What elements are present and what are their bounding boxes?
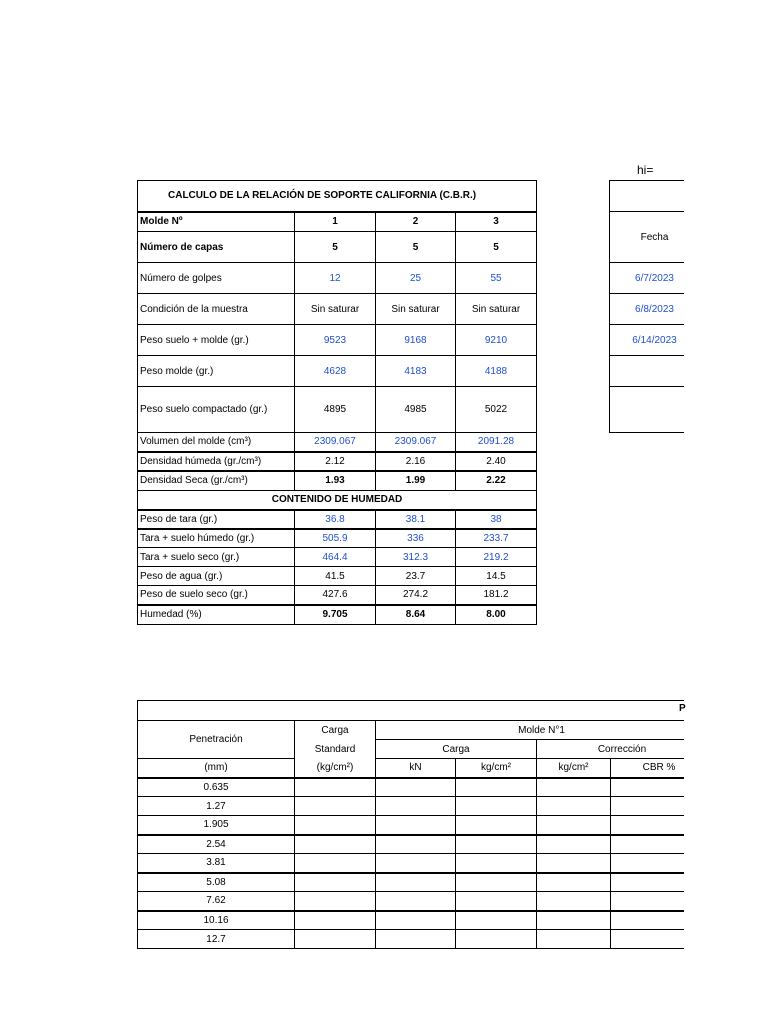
penetration-value: 12.7 bbox=[138, 930, 295, 949]
peso-suelo-molde-value: 9168 bbox=[376, 325, 456, 356]
peso-compactado-value: 5022 bbox=[456, 387, 537, 433]
capas-value: 5 bbox=[456, 232, 537, 263]
capas-label: Número de capas bbox=[138, 232, 295, 263]
molde-value: 3 bbox=[456, 212, 537, 232]
volumen-value: 2091.28 bbox=[456, 433, 537, 452]
tara-value: 36.8 bbox=[295, 510, 376, 529]
penetracion-label: Penetración bbox=[138, 721, 295, 759]
tara-humedo-value: 505.9 bbox=[295, 529, 376, 548]
kgcm2-label: kg/cm² bbox=[456, 759, 537, 778]
carga-sub-label: Carga bbox=[376, 740, 537, 759]
tara-label: Peso de tara (gr.) bbox=[138, 510, 295, 529]
penetration-value: 1.27 bbox=[138, 797, 295, 816]
kn-label: kN bbox=[376, 759, 456, 778]
densidad-humeda-value: 2.16 bbox=[376, 452, 456, 471]
densidad-humeda-label: Densidad húmeda (gr./cm³) bbox=[138, 452, 295, 471]
penetration-value: 1.905 bbox=[138, 816, 295, 835]
molde-1-label: Molde N°1 bbox=[376, 721, 708, 740]
tara-humedo-value: 233.7 bbox=[456, 529, 537, 548]
tara-seco-value: 312.3 bbox=[376, 548, 456, 567]
golpes-value: 55 bbox=[456, 263, 537, 294]
carga-label: Carga bbox=[295, 721, 376, 740]
suelo-seco-value: 274.2 bbox=[376, 586, 456, 605]
penetration-table bbox=[137, 700, 708, 949]
peso-suelo-molde-value: 9523 bbox=[295, 325, 376, 356]
cbr-calculation-table bbox=[137, 180, 537, 625]
peso-compactado-value: 4985 bbox=[376, 387, 456, 433]
densidad-seca-label: Densidad Seca (gr./cm³) bbox=[138, 471, 295, 491]
correccion-label: Corrección bbox=[537, 740, 708, 759]
penetration-value: 3.81 bbox=[138, 854, 295, 873]
penetration-value: 0.635 bbox=[138, 778, 295, 797]
fecha-date: 6/14/2023 bbox=[610, 325, 700, 356]
condicion-value: Sin saturar bbox=[376, 294, 456, 325]
peso-compactado-label: Peso suelo compactado (gr.) bbox=[138, 387, 295, 433]
hi-label: hi= bbox=[637, 163, 654, 177]
cbr-table-title: CALCULO DE LA RELACIÓN DE SOPORTE CALIFORNIA (C.B.R.) bbox=[138, 181, 537, 212]
penetration-value: 2.54 bbox=[138, 835, 295, 854]
humedad-pct-label: Humedad (%) bbox=[138, 605, 295, 625]
densidad-seca-value: 2.22 bbox=[456, 471, 537, 491]
peso-compactado-value: 4895 bbox=[295, 387, 376, 433]
mm-label: (mm) bbox=[138, 759, 295, 778]
densidad-seca-value: 1.93 bbox=[295, 471, 376, 491]
tara-humedo-label: Tara + suelo húmedo (gr.) bbox=[138, 529, 295, 548]
agua-value: 14.5 bbox=[456, 567, 537, 586]
condicion-label: Condición de la muestra bbox=[138, 294, 295, 325]
humedad-pct-value: 9.705 bbox=[295, 605, 376, 625]
golpes-value: 25 bbox=[376, 263, 456, 294]
fecha-date: 6/8/2023 bbox=[610, 294, 700, 325]
capas-value: 5 bbox=[295, 232, 376, 263]
penetration-value: 5.08 bbox=[138, 873, 295, 892]
molde-value: 2 bbox=[376, 212, 456, 232]
agua-value: 23.7 bbox=[376, 567, 456, 586]
peso-molde-value: 4628 bbox=[295, 356, 376, 387]
peso-molde-label: Peso molde (gr.) bbox=[138, 356, 295, 387]
molde-label: Molde Nº bbox=[138, 212, 295, 232]
suelo-seco-value: 427.6 bbox=[295, 586, 376, 605]
tara-humedo-value: 336 bbox=[376, 529, 456, 548]
suelo-seco-label: Peso de suelo seco (gr.) bbox=[138, 586, 295, 605]
peso-molde-value: 4183 bbox=[376, 356, 456, 387]
tara-value: 38 bbox=[456, 510, 537, 529]
peso-suelo-molde-value: 9210 bbox=[456, 325, 537, 356]
peso-molde-value: 4188 bbox=[456, 356, 537, 387]
cbr-pct-label: CBR % bbox=[611, 759, 708, 778]
densidad-humeda-value: 2.40 bbox=[456, 452, 537, 471]
suelo-seco-value: 181.2 bbox=[456, 586, 537, 605]
humedad-pct-value: 8.64 bbox=[376, 605, 456, 625]
agua-label: Peso de agua (gr.) bbox=[138, 567, 295, 586]
volumen-value: 2309.067 bbox=[295, 433, 376, 452]
tara-value: 38.1 bbox=[376, 510, 456, 529]
fecha-date: 6/7/2023 bbox=[610, 263, 700, 294]
capas-value: 5 bbox=[376, 232, 456, 263]
humedad-pct-value: 8.00 bbox=[456, 605, 537, 625]
penetration-value: 10.16 bbox=[138, 911, 295, 930]
penetration-value: 7.62 bbox=[138, 892, 295, 911]
kgcm2-label: kg/cm² bbox=[537, 759, 611, 778]
kgcm-label: (kg/cm²) bbox=[295, 759, 376, 778]
golpes-value: 12 bbox=[295, 263, 376, 294]
molde-value: 1 bbox=[295, 212, 376, 232]
agua-value: 41.5 bbox=[295, 567, 376, 586]
tara-seco-value: 464.4 bbox=[295, 548, 376, 567]
contenido-humedad-title: CONTENIDO DE HUMEDAD bbox=[138, 491, 537, 510]
page-clip-overlay bbox=[684, 0, 768, 1024]
fecha-header: Fecha bbox=[610, 212, 700, 263]
densidad-seca-value: 1.99 bbox=[376, 471, 456, 491]
volumen-value: 2309.067 bbox=[376, 433, 456, 452]
densidad-humeda-value: 2.12 bbox=[295, 452, 376, 471]
volumen-label: Volumen del molde (cm³) bbox=[138, 433, 295, 452]
peso-suelo-molde-label: Peso suelo + molde (gr.) bbox=[138, 325, 295, 356]
condicion-value: Sin saturar bbox=[456, 294, 537, 325]
condicion-value: Sin saturar bbox=[295, 294, 376, 325]
standard-label: Standard bbox=[295, 740, 376, 759]
golpes-label: Número de golpes bbox=[138, 263, 295, 294]
tara-seco-label: Tara + suelo seco (gr.) bbox=[138, 548, 295, 567]
tara-seco-value: 219.2 bbox=[456, 548, 537, 567]
penetration-corner-text: P bbox=[679, 703, 686, 714]
